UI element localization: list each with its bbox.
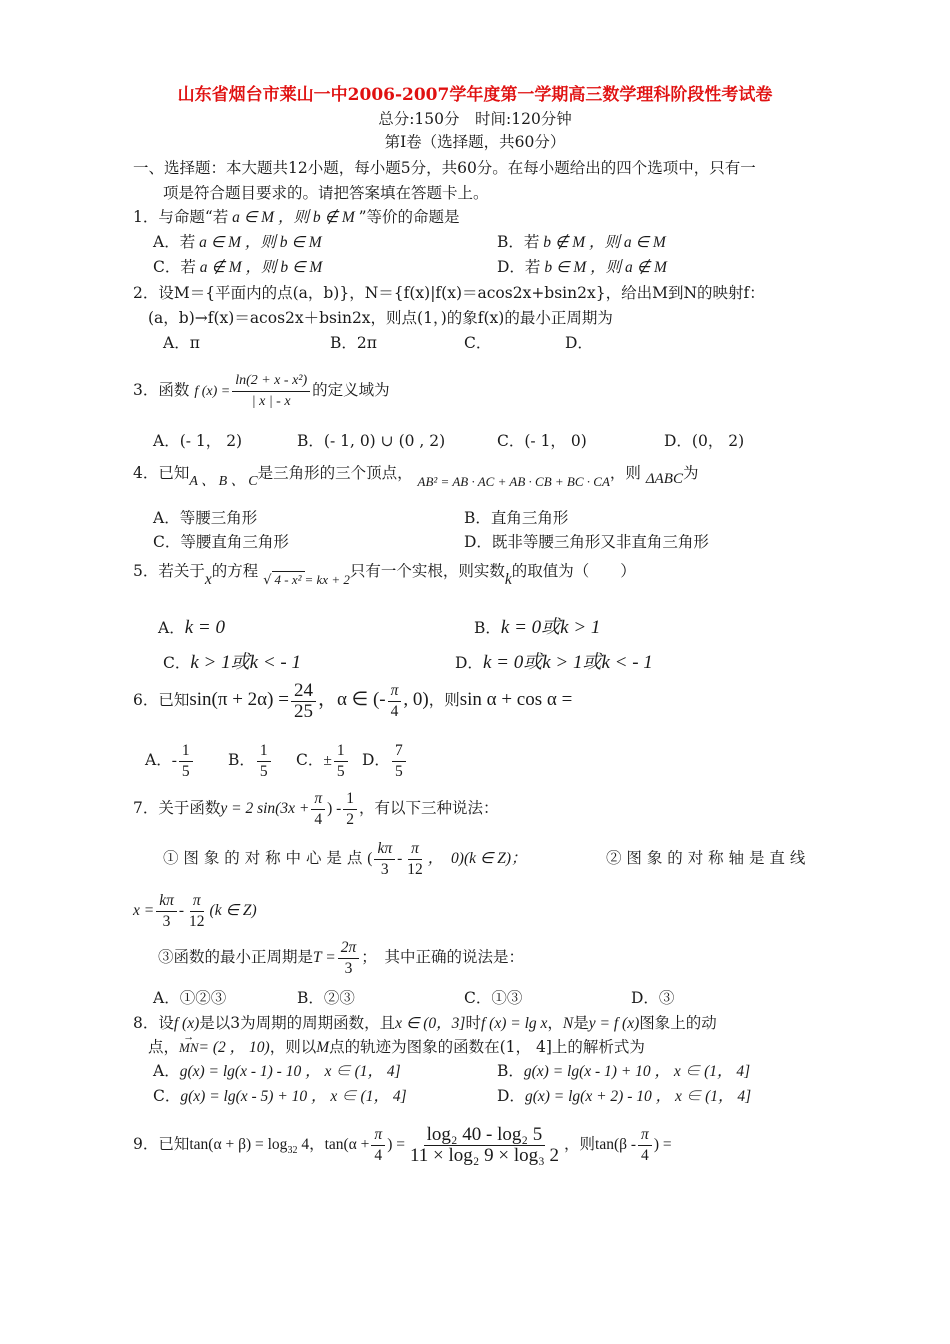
q5-rhs: = kx + 2 bbox=[304, 572, 350, 587]
q8-a: 8．设 bbox=[133, 1014, 174, 1032]
q1-stem-a: 1．与命题“若 bbox=[133, 208, 229, 226]
q7-option-d[interactable]: D．③ bbox=[631, 989, 675, 1007]
q9-sub32: 32 bbox=[287, 1145, 298, 1157]
q7-s1-frac-a bbox=[374, 839, 395, 880]
q2-option-d[interactable]: D． bbox=[565, 334, 593, 352]
q4-option-d[interactable]: D．既非等腰三角形又非直角三角形 bbox=[464, 533, 709, 551]
q9-den: 11 × log₂ 9 × log₃ 2 bbox=[409, 1144, 559, 1166]
q6-option-a[interactable] bbox=[145, 738, 195, 783]
q4-stem-a: 4．已知 bbox=[133, 464, 190, 482]
q8-option-d[interactable] bbox=[497, 1085, 751, 1108]
q3-num: ln(2 + x - x²) bbox=[232, 371, 310, 392]
q7-s2-pi: π bbox=[190, 891, 204, 912]
q7-s1-three: 3 bbox=[380, 860, 389, 878]
q5-x: x bbox=[204, 571, 212, 588]
q9-comma: ， bbox=[309, 1135, 325, 1153]
q7-s3-b: ； 其中正确的说法是： bbox=[361, 948, 524, 966]
q7-four: 4 bbox=[314, 810, 323, 828]
q5-stem-c: 只有一个实根，则实数 bbox=[349, 562, 505, 580]
q9-tan3: tan(β - bbox=[595, 1136, 637, 1153]
q7-frac-pi-4 bbox=[311, 789, 325, 830]
q6-sin: sin(π + 2α) = bbox=[189, 689, 289, 710]
q7-frac-half bbox=[343, 789, 357, 830]
q5-d-label: D． bbox=[455, 654, 483, 672]
q8-fx-lg: f (x) = lg x bbox=[480, 1015, 548, 1032]
q7-s1-twelve: 12 bbox=[407, 860, 423, 878]
q6-c-label: C． bbox=[296, 751, 324, 769]
q6-d-num: 7 bbox=[392, 741, 406, 762]
q8-fx: f (x) bbox=[173, 1015, 200, 1032]
q7-s1-frac-b bbox=[404, 839, 426, 880]
q6-frac-24-25 bbox=[291, 681, 316, 722]
q6-option-b[interactable] bbox=[228, 738, 273, 782]
q4-option-a[interactable]: A．等腰三角形 bbox=[153, 509, 258, 527]
q7-two: 2 bbox=[346, 810, 355, 828]
q8-b-math: g(x) = lg(x - 1) + 10 ， x ∈ (1， 4] bbox=[523, 1063, 751, 1080]
q6-stem-b: ，则 bbox=[428, 691, 460, 709]
q3-option-c[interactable]: C．(- 1， 0) bbox=[497, 432, 587, 450]
q7-s3-frac bbox=[338, 938, 360, 979]
q3-f: f (x) = bbox=[194, 384, 231, 399]
q6-c-den: 5 bbox=[336, 762, 345, 780]
q9-stem bbox=[133, 1120, 672, 1175]
q3-den: | x | - x bbox=[251, 393, 291, 409]
exam-title: 山东省烟台市莱山一中2006-2007学年度第一学期高三数学理科阶段性考试卷 bbox=[177, 85, 773, 105]
q6-four: 4 bbox=[390, 702, 399, 720]
q5-stem-d: 的取值为（ ） bbox=[511, 562, 636, 580]
q8-c: 时 bbox=[465, 1014, 481, 1032]
q9-frac-pi-4 bbox=[371, 1125, 385, 1166]
q5-c-label: C． bbox=[163, 654, 191, 672]
q7-s2-kpi: kπ bbox=[156, 891, 177, 912]
q5-option-d[interactable] bbox=[455, 652, 653, 674]
q3-option-a[interactable]: A．(- 1， 2) bbox=[153, 432, 243, 450]
q7-statement-2: ② 图 象 的 对 称 轴 是 直 线 bbox=[606, 849, 806, 867]
q7-option-a[interactable]: A．①②③ bbox=[153, 989, 227, 1007]
q7-close: ) - bbox=[327, 800, 342, 817]
q5-d-math: k = 0或k > 1或k < - 1 bbox=[482, 652, 653, 673]
q9-then: ，则 bbox=[564, 1135, 596, 1153]
q6-d-frac bbox=[392, 741, 406, 782]
q6-d-label: D． bbox=[362, 751, 390, 769]
q4-stem-b: 是三角形的三个顶点， bbox=[257, 464, 413, 482]
q5-k: k bbox=[504, 571, 512, 588]
q5-a-math: k = 0 bbox=[184, 617, 225, 638]
q2-option-a[interactable]: A．π bbox=[163, 334, 200, 352]
q5-stem-a: 5．若关于 bbox=[133, 562, 205, 580]
q8-a-math: g(x) = lg(x - 1) - 10 ， x ∈ (1， 4] bbox=[179, 1063, 401, 1080]
q9-tan1: tan(α + β) = log bbox=[189, 1136, 288, 1153]
q4-stem-d: 为 bbox=[682, 464, 699, 482]
q3-fraction bbox=[232, 371, 310, 412]
q8-f: 图象上的动 bbox=[639, 1014, 717, 1032]
q6-a-den: 5 bbox=[181, 762, 190, 780]
q6-a-sign: - bbox=[171, 752, 177, 769]
q9-frac-pi-4-b bbox=[638, 1125, 652, 1166]
q6-den: 25 bbox=[293, 700, 313, 722]
q8-option-b[interactable] bbox=[497, 1060, 750, 1083]
q7-s2-end: (k ∈ Z) bbox=[209, 902, 257, 919]
q5-equation: √ 4 - x² = kx + 2 bbox=[263, 572, 350, 588]
q6-frac-pi-4 bbox=[388, 681, 402, 722]
q7-s2-three: 3 bbox=[162, 912, 171, 930]
q4-option-b[interactable]: B．直角三角形 bbox=[464, 509, 569, 527]
q7-option-c[interactable]: C．①③ bbox=[464, 989, 523, 1007]
q7-s2-minus: - bbox=[178, 902, 185, 919]
q4-stem bbox=[133, 458, 699, 490]
q5-b-label: B． bbox=[474, 619, 501, 637]
q9-pi: π bbox=[371, 1125, 385, 1146]
q7-s1-end: ， 0)(k ∈ Z)； bbox=[427, 850, 527, 867]
q7-s2-twelve: 12 bbox=[189, 912, 205, 930]
q1-option-c[interactable] bbox=[153, 256, 322, 279]
q8-a-label: A． bbox=[153, 1062, 180, 1080]
q1-a-label: A．若 bbox=[153, 233, 196, 251]
q6-expr: sin α + cos α = bbox=[459, 689, 573, 710]
q9-num: log₂ 40 - log₂ 5 bbox=[424, 1125, 546, 1146]
section-intro-2: 项是符合题目要求的。请把答案填在答题卡上。 bbox=[163, 184, 489, 202]
q4-points: A 、 B 、 C bbox=[189, 474, 258, 489]
q7-s3-a: ③函数的最小正周期是 bbox=[158, 948, 314, 966]
q8-vector-MN: → MN bbox=[179, 1037, 199, 1059]
q7-s1-pi: π bbox=[408, 839, 422, 860]
q9-log-frac bbox=[407, 1125, 562, 1166]
q5-option-a[interactable] bbox=[158, 617, 225, 639]
q1-b-math: b ∉ M ，则 a ∈ M bbox=[539, 234, 666, 251]
q8-b: 是以3为周期的周期函数，且 bbox=[199, 1014, 396, 1032]
q7-statement-3 bbox=[158, 935, 524, 980]
q2-option-b[interactable]: B．2π bbox=[330, 334, 377, 352]
q9-stem-a: 9．已知 bbox=[133, 1135, 190, 1153]
q9-four: 4 bbox=[297, 1136, 310, 1153]
q6-option-d[interactable] bbox=[362, 738, 408, 782]
q6-c-sign: ± bbox=[323, 752, 332, 769]
q6-c-frac bbox=[334, 741, 348, 782]
q6-d-den: 5 bbox=[394, 762, 403, 780]
q6-stem-a: 6．已知 bbox=[133, 691, 190, 709]
q8-d-math: g(x) = lg(x + 2) - 10 ， x ∈ (1， 4] bbox=[524, 1088, 752, 1105]
q8-line2-a: 点， bbox=[148, 1038, 180, 1056]
q6-b-den: 5 bbox=[259, 762, 268, 780]
q3-stem bbox=[133, 368, 390, 414]
q9-d4: 4 bbox=[374, 1146, 383, 1164]
q7-s2-x: x = bbox=[133, 902, 155, 919]
q9-tan2: tan(α + bbox=[324, 1136, 370, 1153]
q9-end: ) = bbox=[653, 1136, 672, 1153]
q8-c-math: g(x) = lg(x - 5) + 10 ， x ∈ (1， 4] bbox=[180, 1088, 407, 1105]
q4-vector-equation: AB² = AB · AC + AB · CB + BC · CA bbox=[417, 474, 610, 489]
score-time: 总分:150分 时间:120分钟 bbox=[378, 110, 572, 128]
q6-c-num: 1 bbox=[334, 741, 348, 762]
q7-stem bbox=[133, 786, 499, 831]
q6-b-label: B． bbox=[228, 751, 255, 769]
q8-c-label: C． bbox=[153, 1087, 181, 1105]
q1-d-math: b ∈ M ，则 a ∉ M bbox=[540, 259, 667, 276]
q1-a-math: a ∈ M ，则 b ∈ M bbox=[195, 234, 322, 251]
q9-eq: ) = bbox=[387, 1136, 405, 1153]
q2-option-c[interactable]: C． bbox=[464, 334, 492, 352]
q5-option-c[interactable] bbox=[163, 652, 301, 674]
q8-M: M bbox=[316, 1039, 330, 1056]
q7-s2-frac-b bbox=[186, 891, 208, 932]
q7-pi: π bbox=[311, 789, 325, 810]
q6-option-c[interactable] bbox=[296, 738, 350, 783]
q1-option-a[interactable] bbox=[153, 231, 322, 254]
q8-option-c[interactable] bbox=[153, 1085, 407, 1108]
q7-s1: ① 图 象 的 对 称 中 心 是 点 bbox=[163, 849, 363, 867]
part-heading: 第Ⅰ卷（选择题，共60分） bbox=[384, 133, 566, 151]
q8-line2-b: ，则以 bbox=[269, 1038, 317, 1056]
q7-s3-twopi: 2π bbox=[338, 938, 360, 959]
q5-a-label: A． bbox=[158, 619, 185, 637]
q8-e: 是 bbox=[573, 1014, 589, 1032]
q5-sqrt: 4 - x² bbox=[272, 571, 305, 587]
q8-N: N bbox=[562, 1015, 574, 1032]
q6-a-label: A． bbox=[145, 751, 172, 769]
q8-y-fx: y = f (x) bbox=[588, 1015, 640, 1032]
q7-option-b[interactable]: B．②③ bbox=[297, 989, 355, 1007]
q6-alpha-end: , 0) bbox=[403, 689, 429, 710]
q4-option-c[interactable]: C．等腰直角三角形 bbox=[153, 533, 289, 551]
q8-stem-1 bbox=[133, 1012, 717, 1035]
q2-stem-1: 2．设M＝{平面内的点(a，b)}，N＝{f(x)|f(x)＝acos2x+bsin2x}，给出M到N的映射f： bbox=[133, 284, 765, 302]
q6-b-num: 1 bbox=[257, 741, 271, 762]
q6-num: 24 bbox=[291, 681, 316, 702]
q9-pi-b: π bbox=[638, 1125, 652, 1146]
q3-stem-a: 3．函数 bbox=[133, 381, 190, 399]
q7-statement-2-eq bbox=[133, 888, 257, 933]
q6-pi: π bbox=[388, 681, 402, 702]
q1-d-label: D．若 bbox=[497, 258, 541, 276]
q1-option-d[interactable] bbox=[497, 256, 667, 279]
q7-one: 1 bbox=[343, 789, 357, 810]
q8-line2-c: 点的轨迹为图象的函数在(1， 4]上的解析式为 bbox=[329, 1038, 645, 1056]
q1-stem-b: ”等价的命题是 bbox=[358, 208, 460, 226]
q1-c-label: C．若 bbox=[153, 258, 196, 276]
q4-triangle: ΔABC bbox=[645, 471, 683, 487]
q5-option-b[interactable] bbox=[474, 617, 600, 639]
q1-stem bbox=[133, 206, 460, 229]
q6-b-frac bbox=[257, 741, 271, 782]
q7-s1-kpi: kπ bbox=[374, 839, 395, 860]
q8-mn-val: = (2 ， 10) bbox=[198, 1039, 270, 1056]
q5-c-math: k > 1或k < - 1 bbox=[190, 652, 301, 673]
q6-stem bbox=[133, 678, 572, 722]
q7-stem-a: 7．关于函数 bbox=[133, 799, 221, 817]
q5-stem bbox=[133, 556, 636, 588]
q5-stem-b: 的方程 bbox=[211, 562, 259, 580]
q8-option-a[interactable] bbox=[153, 1060, 401, 1083]
q8-d: ， bbox=[547, 1014, 563, 1032]
q7-s1-minus: - bbox=[397, 850, 403, 867]
q7-statement-1: ① 图 象 的 对 称 中 心 是 点 ( $\frac{k\pi}{3}$ - $\frac{\pi}{12}$ ， 0)(k ∈ Z)； bbox=[163, 839, 527, 878]
q9-d4-b: 4 bbox=[641, 1146, 649, 1164]
q4-stem-c: ，则 bbox=[609, 464, 641, 482]
q1-stem-math: a ∈ M ，则 b ∉ M bbox=[228, 209, 359, 226]
q2-stem-2: (a，b)→f(x)＝acos2x＋bsin2x，则点(1，)的象f(x)的最小正周期为 bbox=[148, 309, 613, 327]
q6-a-frac bbox=[179, 741, 193, 782]
q7-s3-three: 3 bbox=[344, 959, 353, 977]
q1-option-b[interactable] bbox=[497, 231, 666, 254]
q3-option-d[interactable]: D．(0， 2) bbox=[664, 432, 745, 450]
q1-c-math: a ∉ M ，则 b ∈ M bbox=[195, 259, 323, 276]
q3-stem-b: 的定义域为 bbox=[312, 381, 390, 399]
q3-option-b[interactable]: B．(- 1, 0) ∪ (0 , 2) bbox=[297, 432, 446, 450]
q7-s2-frac-a bbox=[156, 891, 177, 932]
q7-s3-T: T = bbox=[313, 949, 336, 966]
q7-stem-b: ，有以下三种说法： bbox=[359, 799, 499, 817]
q7-y: y = 2 sin(3x + bbox=[220, 800, 310, 817]
q5-b-math: k = 0或k > 1 bbox=[500, 617, 601, 638]
q8-x-in: x ∈ (0，3] bbox=[395, 1015, 466, 1032]
q8-d-label: D． bbox=[497, 1087, 525, 1105]
q6-alpha: ，α ∈ (- bbox=[317, 689, 386, 710]
q8-b-label: B． bbox=[497, 1062, 524, 1080]
section-intro-1: 一、选择题：本大题共12小题，每小题5分，共60分。在每小题给出的四个选项中，只有一 bbox=[133, 159, 756, 177]
q6-a-num: 1 bbox=[179, 741, 193, 762]
q1-b-label: B．若 bbox=[497, 233, 540, 251]
q8-stem-2 bbox=[148, 1036, 645, 1059]
